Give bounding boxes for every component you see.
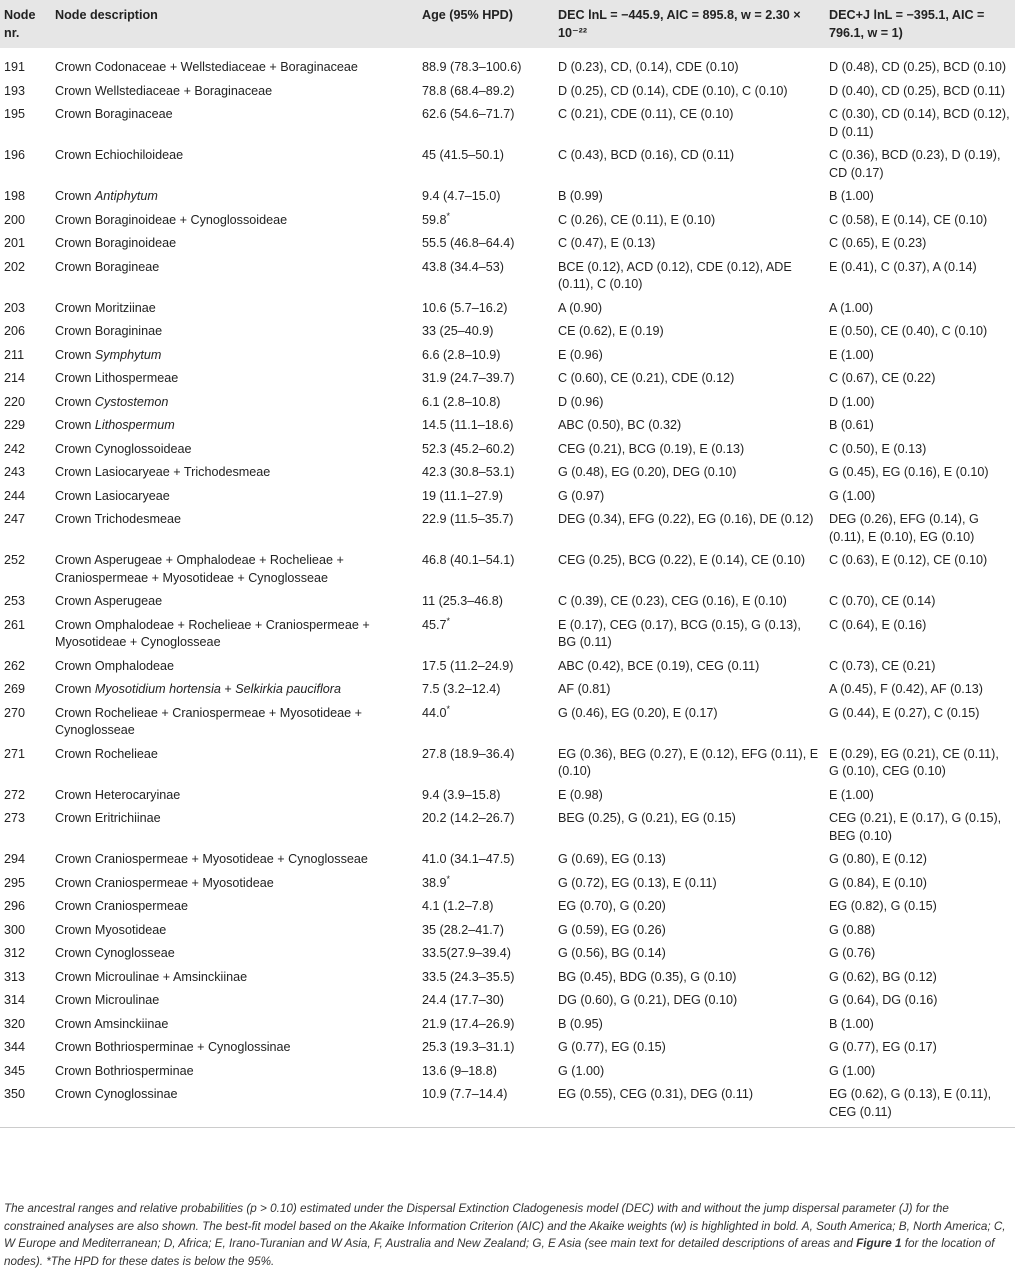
cell-age: 33 (25–40.9) xyxy=(422,324,494,338)
cell-dec: G (0.72), EG (0.13), E (0.11) xyxy=(558,875,717,890)
table-row xyxy=(0,614,1015,655)
cell-decj: G (0.76) xyxy=(829,946,876,960)
cell-node: 272 xyxy=(4,787,26,802)
cell-description: Crown Wellstediaceae + Boraginaceae xyxy=(55,83,273,98)
cell-dec: CE (0.62), E (0.19) xyxy=(558,324,664,338)
table-row xyxy=(0,702,1015,743)
cell-dec: D (0.25), CD (0.14), CDE (0.10), C (0.10) xyxy=(558,83,788,98)
cell-dec: G (0.56), BG (0.14) xyxy=(558,946,666,960)
cell-description: Crown Boraginoideae + Cynoglossoideae xyxy=(55,212,288,227)
cell-description: Crown Symphytum xyxy=(55,347,162,362)
cell-decj: G (0.77), EG (0.17) xyxy=(829,1040,937,1054)
table-row xyxy=(0,743,1015,784)
header-decj: DEC+J lnL = −395.1, AIC = 796.1, w = 1) xyxy=(825,0,1015,48)
cell-dec: G (0.69), EG (0.13) xyxy=(558,852,666,866)
table-header xyxy=(0,0,1015,48)
table-caption: The ancestral ranges and relative probabilities (p > 0.10) estimated under the Dispersal Extinction Cladogenesis model (DEC) with and without the jump dispersal parameter (J) for the constrained analyses are also shown. The best-fit model based on the Akaike Information Criterion (AIC) and the Akaike weights (w) is highlighted in bold. A, South America; B, North America; C, W Europe and Mediterranean; D, Africa; E, Irano-Turanian and W Asia, F, Australia and New Zealand; G, E Asia (see main text for detailed descriptions of areas and Figure 1 for the location of nodes). *The HPD for these dates is below the 95%. xyxy=(4,1202,1006,1268)
table-row xyxy=(0,872,1015,896)
header-age: Age (95% HPD) xyxy=(418,0,554,48)
cell-node: 252 xyxy=(4,553,26,567)
cell-dec: G (0.97) xyxy=(558,488,605,503)
table-row xyxy=(0,485,1015,509)
header-description: Node description xyxy=(51,0,418,48)
cell-age: 10.9 (7.7–14.4) xyxy=(418,1083,554,1128)
cell-dec: D (0.96) xyxy=(558,394,604,409)
cell-age: 41.0 (34.1–47.5) xyxy=(422,852,515,866)
cell-decj: C (0.58), E (0.14), CE (0.10) xyxy=(829,212,988,227)
cell-description: Crown Asperugeae + Omphalodeae + Rochelieae + Craniospermeae + Myosotideae + Cynoglosseae xyxy=(55,553,344,585)
table-row xyxy=(0,655,1015,679)
cell-age: 44.0* xyxy=(422,703,451,720)
cell-age: 6.6 (2.8–10.9) xyxy=(422,347,501,362)
cell-node: 262 xyxy=(4,658,26,673)
table-row xyxy=(0,508,1015,549)
cell-age: 43.8 (34.4–53) xyxy=(422,259,504,274)
cell-age: 14.5 (11.1–18.6) xyxy=(422,418,514,432)
table-row xyxy=(0,103,1015,144)
cell-node: 253 xyxy=(4,594,26,608)
cell-decj: A (1.00) xyxy=(829,300,874,315)
cell-node: 244 xyxy=(4,488,26,503)
cell-node: 269 xyxy=(4,682,26,696)
table-row xyxy=(0,367,1015,391)
cell-decj: D (1.00) xyxy=(829,394,875,409)
table-row xyxy=(0,784,1015,808)
cell-dec: B (0.99) xyxy=(558,189,603,203)
cell-node: 344 xyxy=(4,1040,26,1054)
table-row xyxy=(0,1013,1015,1037)
cell-decj: CEG (0.21), E (0.17), G (0.15), BEG (0.10) xyxy=(829,811,1002,843)
cell-decj: G (0.64), DG (0.16) xyxy=(829,993,938,1007)
cell-age: 59.8* xyxy=(422,210,451,227)
cell-node: 206 xyxy=(4,324,26,338)
cell-dec: E (0.98) xyxy=(558,787,603,802)
cell-description: Crown Antiphytum xyxy=(55,189,158,203)
cell-description: Crown Amsinckiinae xyxy=(55,1016,169,1031)
cell-age: 35 (28.2–41.7) xyxy=(422,922,504,937)
cell-description: Crown Trichodesmeae xyxy=(55,512,181,526)
cell-description: Crown Boraginoideae xyxy=(55,236,177,250)
cell-age: 13.6 (9–18.8) xyxy=(422,1063,497,1078)
cell-description: Crown Omphalodeae xyxy=(55,658,175,673)
cell-dec: BEG (0.25), G (0.21), EG (0.15) xyxy=(558,811,736,825)
cell-description: Crown Microulinae xyxy=(55,993,160,1007)
table-row xyxy=(0,848,1015,872)
cell-node: 312 xyxy=(4,946,26,960)
cell-age: 45.7* xyxy=(422,615,451,632)
cell-node: 203 xyxy=(4,300,26,315)
cell-decj: G (1.00) xyxy=(829,488,876,503)
cell-description: Crown Lithospermum xyxy=(55,418,175,432)
cell-description: Crown Bothriosperminae + Cynoglossinae xyxy=(55,1040,291,1054)
cell-decj: G (0.62), BG (0.12) xyxy=(829,969,937,984)
cell-description: Crown Boraginaceae xyxy=(55,107,173,121)
cell-decj: G (0.84), E (0.10) xyxy=(829,875,927,890)
table-row xyxy=(0,1036,1015,1060)
cell-age: 27.8 (18.9–36.4) xyxy=(422,746,515,761)
table-row xyxy=(0,461,1015,485)
cell-description: Crown Boragineae xyxy=(55,259,160,274)
cell-node: 294 xyxy=(4,852,26,866)
table-row xyxy=(0,942,1015,966)
cell-node: 196 xyxy=(4,148,26,162)
cell-decj: C (0.64), E (0.16) xyxy=(829,617,927,632)
cell-age: 19 (11.1–27.9) xyxy=(422,488,503,503)
cell-decj: C (0.30), CD (0.14), BCD (0.12), D (0.11) xyxy=(829,107,1010,139)
cell-description: Crown Lithospermeae xyxy=(55,371,179,385)
cell-description: Crown Craniospermeae xyxy=(55,899,188,913)
cell-dec: A (0.90) xyxy=(558,300,603,315)
cell-age: 78.8 (68.4–89.2) xyxy=(422,83,515,98)
cell-dec: DEG (0.34), EFG (0.22), EG (0.16), DE (0.12) xyxy=(558,512,814,526)
cell-decj: E (0.50), CE (0.40), C (0.10) xyxy=(829,324,988,338)
cell-node: 270 xyxy=(4,705,26,720)
cell-dec: BG (0.45), BDG (0.35), G (0.10) xyxy=(558,969,737,984)
cell-age: 31.9 (24.7–39.7) xyxy=(422,371,515,385)
cell-age: 24.4 (17.7–30) xyxy=(422,993,504,1007)
cell-dec: DG (0.60), G (0.21), DEG (0.10) xyxy=(558,993,738,1007)
cell-node: 220 xyxy=(4,394,26,409)
table-row xyxy=(0,297,1015,321)
table-row xyxy=(0,989,1015,1013)
cell-node: 243 xyxy=(4,465,26,479)
cell-node: 313 xyxy=(4,969,26,984)
cell-decj: C (0.73), CE (0.21) xyxy=(829,658,936,673)
cell-description: Crown Rochelieae xyxy=(55,746,158,761)
cell-node: 345 xyxy=(4,1063,26,1078)
table-row xyxy=(0,549,1015,590)
cell-description: Crown Omphalodeae + Rochelieae + Craniospermeae + Myosotideae + Cynoglosseae xyxy=(55,617,370,649)
cell-description: Crown Cystostemon xyxy=(55,394,169,409)
cell-dec: G (0.48), EG (0.20), DEG (0.10) xyxy=(558,465,737,479)
cell-decj: C (0.67), CE (0.22) xyxy=(829,371,936,385)
cell-age: 62.6 (54.6–71.7) xyxy=(422,107,515,121)
cell-age: 88.9 (78.3–100.6) xyxy=(422,60,522,74)
cell-node: 193 xyxy=(4,83,26,98)
table-row xyxy=(0,590,1015,614)
cell-description: Crown Myosotidium hortensia + Selkirkia pauciflora xyxy=(55,682,341,696)
cell-decj: C (0.65), E (0.23) xyxy=(829,236,927,250)
cell-decj: C (0.63), E (0.12), CE (0.10) xyxy=(829,553,988,567)
cell-age: 9.4 (3.9–15.8) xyxy=(422,787,501,802)
table-body xyxy=(0,48,1015,1128)
cell-decj: E (0.41), C (0.37), A (0.14) xyxy=(829,259,977,274)
table-row xyxy=(0,438,1015,462)
cell-decj: E (0.29), EG (0.21), CE (0.11), G (0.10), CEG (0.10) xyxy=(829,746,999,778)
cell-description: Crown Craniospermeae + Myosotideae + Cynoglosseae xyxy=(55,852,368,866)
header-dec: DEC lnL = −445.9, AIC = 895.8, w = 2.30 × 10⁻²² xyxy=(554,0,825,48)
cell-node: 247 xyxy=(4,512,26,526)
cell-age: 55.5 (46.8–64.4) xyxy=(422,236,515,250)
cell-age: 11 (25.3–46.8) xyxy=(422,594,503,608)
cell-decj: D (0.40), CD (0.25), BCD (0.11) xyxy=(829,83,1006,98)
table-row xyxy=(0,80,1015,104)
cell-decj: G (0.80), E (0.12) xyxy=(829,852,927,866)
cell-age: 4.1 (1.2–7.8) xyxy=(422,899,494,913)
cell-decj: A (0.45), F (0.42), AF (0.13) xyxy=(829,682,983,696)
cell-description: Crown Echiochiloideae xyxy=(55,148,184,162)
cell-decj: B (1.00) xyxy=(829,189,874,203)
cell-age: 46.8 (40.1–54.1) xyxy=(422,553,515,567)
cell-dec: EG (0.70), G (0.20) xyxy=(558,899,666,913)
cell-dec: C (0.21), CDE (0.11), CE (0.10) xyxy=(558,107,734,121)
cell-dec: ABC (0.50), BC (0.32) xyxy=(558,418,682,432)
cell-decj: C (0.50), E (0.13) xyxy=(829,441,927,456)
cell-dec: C (0.43), BCD (0.16), CD (0.11) xyxy=(558,148,735,162)
cell-decj: C (0.70), CE (0.14) xyxy=(829,594,936,608)
cell-decj: D (0.48), CD (0.25), BCD (0.10) xyxy=(829,60,1007,74)
cell-description: Crown Myosotideae xyxy=(55,922,167,937)
cell-description: Crown Craniospermeae + Myosotideae xyxy=(55,875,274,890)
table-row xyxy=(0,48,1015,80)
cell-node: 300 xyxy=(4,922,26,937)
cell-dec: C (0.26), CE (0.11), E (0.10) xyxy=(558,212,716,227)
table-row xyxy=(0,414,1015,438)
header-node: Node nr. xyxy=(0,0,51,48)
cell-description: Crown Eritrichiinae xyxy=(55,811,161,825)
cell-dec: BCE (0.12), ACD (0.12), CDE (0.12), ADE (0.11), C (0.10) xyxy=(558,259,792,291)
cell-decj: G (0.88) xyxy=(829,922,876,937)
cell-decj: E (1.00) xyxy=(829,787,874,802)
cell-node: 202 xyxy=(4,259,26,274)
cell-age: 22.9 (11.5–35.7) xyxy=(422,512,514,526)
cell-decj: EG (0.82), G (0.15) xyxy=(829,899,937,913)
cell-dec: G (1.00) xyxy=(558,1063,605,1078)
cell-description: Crown Heterocaryinae xyxy=(55,787,181,802)
cell-node: 195 xyxy=(4,107,26,121)
cell-node: 273 xyxy=(4,811,26,825)
cell-description: Crown Lasiocaryeae xyxy=(55,488,170,503)
cell-description: Crown Cynoglossoideae xyxy=(55,441,192,456)
table-row xyxy=(0,1083,1015,1128)
table-row xyxy=(0,895,1015,919)
table-row xyxy=(0,807,1015,848)
cell-age: 17.5 (11.2–24.9) xyxy=(422,658,514,673)
table-row xyxy=(0,320,1015,344)
cell-age: 45 (41.5–50.1) xyxy=(422,148,504,162)
cell-description: Crown Lasiocaryeae + Trichodesmeae xyxy=(55,465,271,479)
cell-node: 198 xyxy=(4,189,26,203)
cell-node: 211 xyxy=(4,347,25,362)
cell-dec: G (0.59), EG (0.26) xyxy=(558,922,666,937)
cell-node: 214 xyxy=(4,371,26,385)
table-row xyxy=(0,144,1015,185)
cell-description: Crown Rochelieae + Craniospermeae + Myosotideae + Cynoglosseae xyxy=(55,705,362,737)
cell-age: 42.3 (30.8–53.1) xyxy=(422,465,515,479)
cell-description: Crown Bothriosperminae xyxy=(55,1063,194,1078)
cell-node: 201 xyxy=(4,236,26,250)
table-row xyxy=(0,1060,1015,1084)
cell-dec: D (0.23), CD, (0.14), CDE (0.10) xyxy=(558,60,739,74)
cell-age: 6.1 (2.8–10.8) xyxy=(422,394,501,409)
cell-age: 10.6 (5.7–16.2) xyxy=(422,300,508,315)
cell-node: 296 xyxy=(4,899,26,913)
cell-description: Crown Moritziinae xyxy=(55,300,156,315)
cell-description: Crown Asperugeae xyxy=(55,594,163,608)
cell-description: Crown Cynoglosseae xyxy=(55,946,175,960)
cell-age: 33.5 (24.3–35.5) xyxy=(422,969,515,984)
cell-dec: CEG (0.25), BCG (0.22), E (0.14), CE (0.10) xyxy=(558,553,806,567)
cell-age: 20.2 (14.2–26.7) xyxy=(422,811,515,825)
table-row xyxy=(0,209,1015,233)
cell-dec: B (0.95) xyxy=(558,1016,603,1031)
cell-node: 350 xyxy=(0,1083,51,1128)
cell-age: 52.3 (45.2–60.2) xyxy=(422,441,515,456)
cell-decj: EG (0.62), G (0.13), E (0.11), CEG (0.11) xyxy=(825,1083,1015,1128)
table-row xyxy=(0,919,1015,943)
cell-age: 7.5 (3.2–12.4) xyxy=(422,682,501,696)
cell-description: Crown Codonaceae + Wellstediaceae + Boraginaceae xyxy=(55,60,358,74)
table-row xyxy=(0,678,1015,702)
cell-description: Crown Microulinae + Amsinckiinae xyxy=(55,969,248,984)
cell-node: 261 xyxy=(4,617,26,632)
cell-node: 191 xyxy=(4,60,26,74)
cell-description: Crown Cynoglossinae xyxy=(51,1083,418,1128)
cell-decj: DEG (0.26), EFG (0.14), G (0.11), E (0.10), EG (0.10) xyxy=(829,512,979,544)
cell-decj: G (0.44), E (0.27), C (0.15) xyxy=(829,705,980,720)
cell-node: 229 xyxy=(4,418,26,432)
cell-dec: EG (0.36), BEG (0.27), E (0.12), EFG (0.11), E (0.10) xyxy=(558,746,819,778)
cell-age: 9.4 (4.7–15.0) xyxy=(422,189,501,203)
cell-dec: E (0.17), CEG (0.17), BCG (0.15), G (0.13), BG (0.11) xyxy=(558,617,801,649)
table-row xyxy=(0,966,1015,990)
cell-description: Crown Boragininae xyxy=(55,324,163,338)
cell-decj: G (1.00) xyxy=(829,1063,876,1078)
cell-dec: AF (0.81) xyxy=(558,682,611,696)
cell-node: 320 xyxy=(4,1016,26,1031)
cell-node: 314 xyxy=(4,993,26,1007)
cell-decj: C (0.36), BCD (0.23), D (0.19), CD (0.17) xyxy=(829,148,1001,180)
cell-node: 200 xyxy=(4,212,26,227)
cell-dec: E (0.96) xyxy=(558,347,603,362)
cell-age: 25.3 (19.3–31.1) xyxy=(422,1040,515,1054)
table-row xyxy=(0,344,1015,368)
cell-decj: E (1.00) xyxy=(829,347,874,362)
cell-decj: B (1.00) xyxy=(829,1016,874,1031)
cell-dec: G (0.77), EG (0.15) xyxy=(558,1040,666,1054)
cell-dec: CEG (0.21), BCG (0.19), E (0.13) xyxy=(558,441,745,456)
table-row xyxy=(0,232,1015,256)
cell-dec: C (0.47), E (0.13) xyxy=(558,236,656,250)
table-row xyxy=(0,256,1015,297)
table-row xyxy=(0,185,1015,209)
cell-node: 242 xyxy=(4,441,26,456)
cell-age: 21.9 (17.4–26.9) xyxy=(422,1016,515,1031)
cell-dec: G (0.46), EG (0.20), E (0.17) xyxy=(558,705,718,720)
cell-decj: B (0.61) xyxy=(829,418,874,432)
cell-age: 38.9* xyxy=(422,873,451,890)
cell-age: 33.5(27.9–39.4) xyxy=(422,946,511,960)
table-row xyxy=(0,391,1015,415)
cell-decj: G (0.45), EG (0.16), E (0.10) xyxy=(829,465,989,479)
cell-dec: EG (0.55), CEG (0.31), DEG (0.11) xyxy=(554,1083,825,1128)
cell-dec: C (0.39), CE (0.23), CEG (0.16), E (0.10) xyxy=(558,594,787,608)
cell-node: 295 xyxy=(4,875,26,890)
cell-dec: ABC (0.42), BCE (0.19), CEG (0.11) xyxy=(558,658,760,673)
cell-node: 271 xyxy=(4,746,26,761)
cell-dec: C (0.60), CE (0.21), CDE (0.12) xyxy=(558,371,735,385)
